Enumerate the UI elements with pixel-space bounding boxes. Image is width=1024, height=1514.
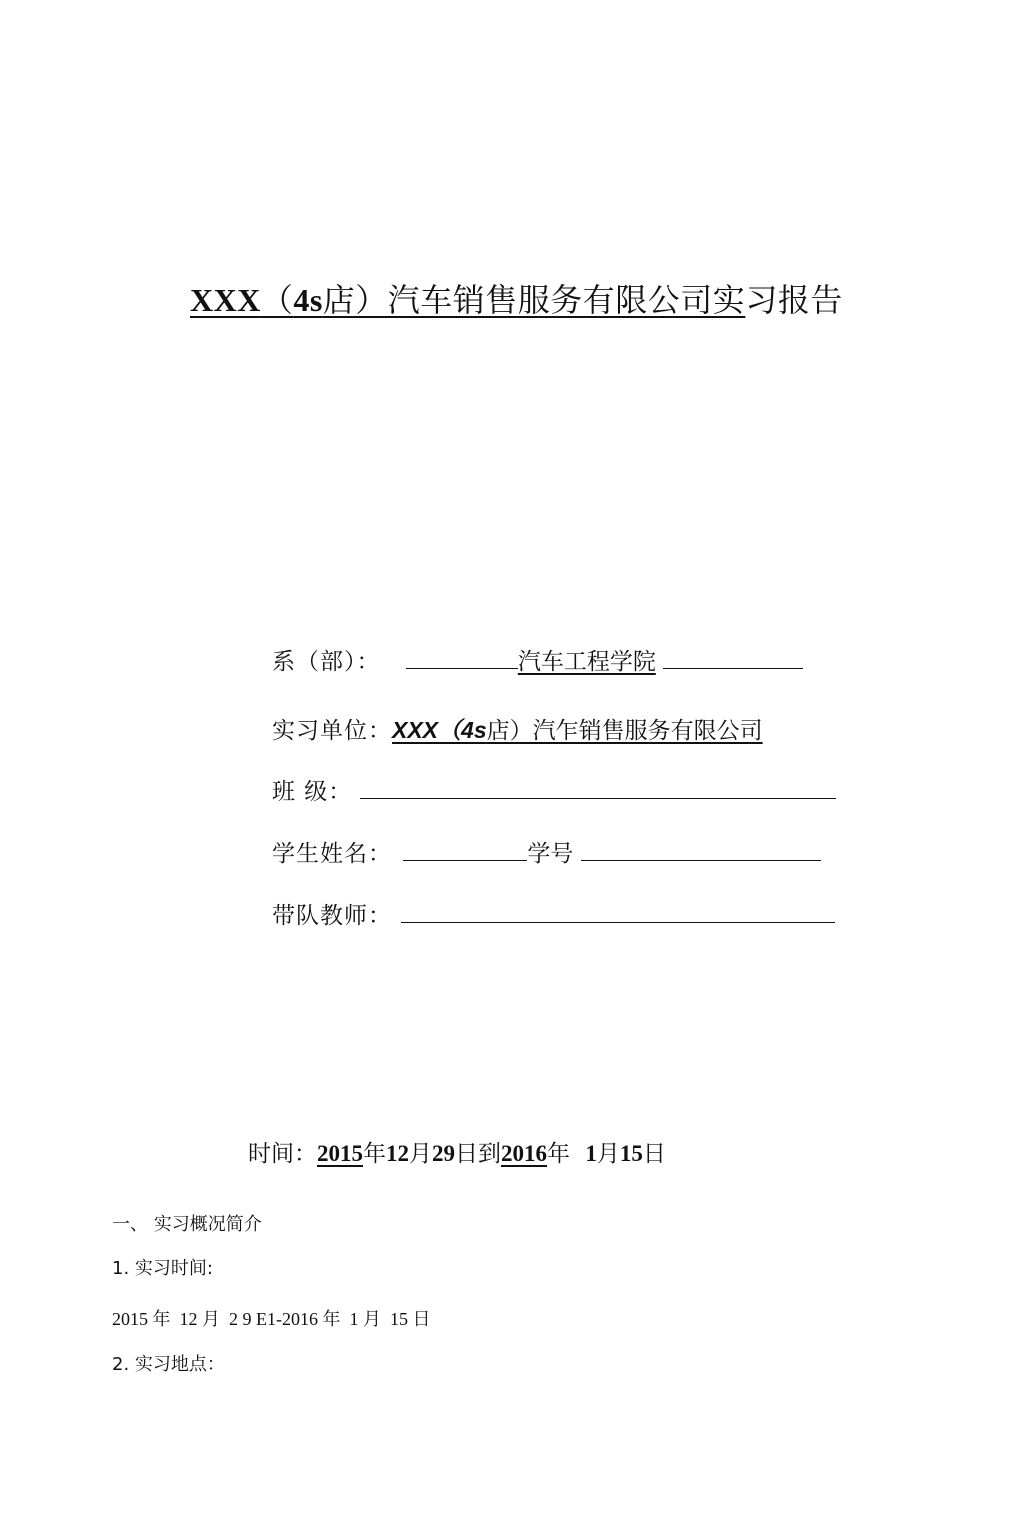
time-year2: 2016 <box>501 1141 547 1166</box>
unit-label: 实习单位： <box>272 718 392 744</box>
title-4s: 4s <box>293 282 323 318</box>
time-day1: 29 <box>432 1141 455 1166</box>
unit-field <box>272 714 763 747</box>
department-value: 汽车工程学院 <box>517 649 656 675</box>
time-month2: 1 <box>585 1141 597 1166</box>
student-field <box>272 838 821 870</box>
teacher-field <box>272 900 835 932</box>
time-year1: 2015 <box>317 1141 363 1166</box>
department-blank-right <box>663 646 803 669</box>
time-yue1: 月 <box>409 1141 432 1167</box>
time-nian1: 年 <box>363 1141 386 1167</box>
student-name-label: 学生姓名： <box>272 841 392 867</box>
time-day2: 15 <box>619 1141 643 1166</box>
title-company: 店）汽车销售服务有限公司实 <box>322 281 746 319</box>
class-blank <box>360 776 836 799</box>
department-label: 系（部）： <box>272 649 381 675</box>
title-paren: （ <box>260 281 294 319</box>
item-internship-time: 1. 实习时间: <box>112 1258 213 1279</box>
time-yue2: 月 <box>596 1141 620 1167</box>
department-blank-left <box>406 646 518 669</box>
overview-heading: 一、 实习概况简介 <box>112 1214 262 1235</box>
time-ri-dao: 日到 <box>455 1141 501 1167</box>
class-label: 班 级： <box>272 779 353 805</box>
time-month1: 12 <box>386 1141 409 1166</box>
time-nian2: 年 <box>547 1141 578 1167</box>
unit-value: 店）汽乍销售服务有限公司 <box>486 718 763 744</box>
item-internship-location: 2. 实习地点： <box>112 1354 225 1375</box>
student-id-label: 学号 <box>527 841 574 867</box>
title-xxx: XXX <box>190 282 261 318</box>
report-title <box>190 278 843 322</box>
teacher-label: 带队教师： <box>272 903 392 929</box>
time-ri2: 日 <box>642 1141 666 1167</box>
student-name-blank <box>403 838 527 861</box>
time-label: 时间： <box>248 1141 317 1167</box>
internship-time-value: 2015 年 12 月 2 9 E1-2016 年 1 月 15 日 <box>112 1309 431 1329</box>
unit-value-bold: XXX（4s <box>392 717 487 743</box>
title-tail: 习报告 <box>745 281 843 319</box>
class-field <box>272 776 836 808</box>
department-field <box>272 646 803 678</box>
student-id-blank <box>581 838 821 861</box>
time-line <box>248 1138 666 1170</box>
teacher-blank <box>401 900 835 923</box>
